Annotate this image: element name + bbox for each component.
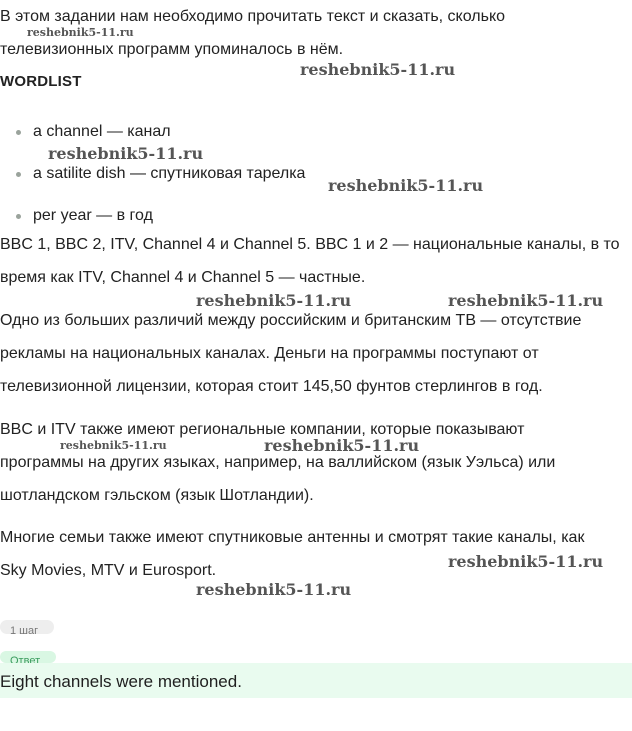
wordlist-heading: WORDLIST (0, 73, 82, 90)
watermark: reshebnik5-11.ru (300, 60, 456, 79)
answer-text: Eight channels were mentioned. (0, 672, 242, 691)
watermark: reshebnik5-11.ru (196, 580, 352, 599)
watermark: reshebnik5-11.ru (264, 436, 420, 455)
bullet-icon (16, 130, 21, 135)
text-line: телевизионной лицензии, которая стоит 145,50 фунтов стерлингов в год. (0, 378, 543, 395)
watermark: reshebnik5-11.ru (328, 176, 484, 195)
intro-line-1: В этом задании нам необходимо прочитать текст и сказать, сколько (0, 8, 506, 25)
text-line: BBC 1, BBC 2, ITV, Channel 4 и Channel 5. BBC 1 и 2 — национальные каналы, в то (0, 236, 620, 253)
watermark: reshebnik5-11.ru (448, 552, 604, 571)
text-line: время как ITV, Channel 4 и Channel 5 — частные. (0, 269, 366, 286)
intro-line-2: телевизионных программ упоминалось в нём. (0, 41, 344, 58)
watermark: reshebnik5-11.ru (448, 291, 604, 310)
wordlist-item: per year — в год (33, 207, 153, 224)
bullet-icon (16, 172, 21, 177)
watermark: reshebnik5-11.ru (60, 439, 167, 452)
watermark: reshebnik5-11.ru (48, 144, 204, 163)
text-line: Sky Movies, MTV и Eurosport. (0, 562, 217, 579)
text-line: программы на других языках, например, на валлийском (язык Уэльса) или (0, 454, 556, 471)
watermark: reshebnik5-11.ru (27, 26, 134, 39)
text-line: шотландском гэльском (язык Шотландии). (0, 487, 314, 504)
text-line: Многие семьи также имеют спутниковые антенны и смотрят такие каналы, как (0, 529, 585, 546)
answer-badge: Ответ (0, 651, 56, 663)
text-line: Одно из больших различий между российским и британским ТВ — отсутствие (0, 312, 582, 329)
watermark: reshebnik5-11.ru (196, 291, 352, 310)
text-line: BBC и ITV также имеют региональные компании, которые показывают (0, 421, 525, 438)
text-line: рекламы на национальных каналах. Деньги на программы поступают от (0, 345, 539, 362)
wordlist-item: a channel — канал (33, 123, 171, 140)
wordlist-item: a satilite dish — спутниковая тарелка (33, 165, 306, 182)
bullet-icon (16, 214, 21, 219)
step-badge: 1 шаг (0, 620, 54, 634)
